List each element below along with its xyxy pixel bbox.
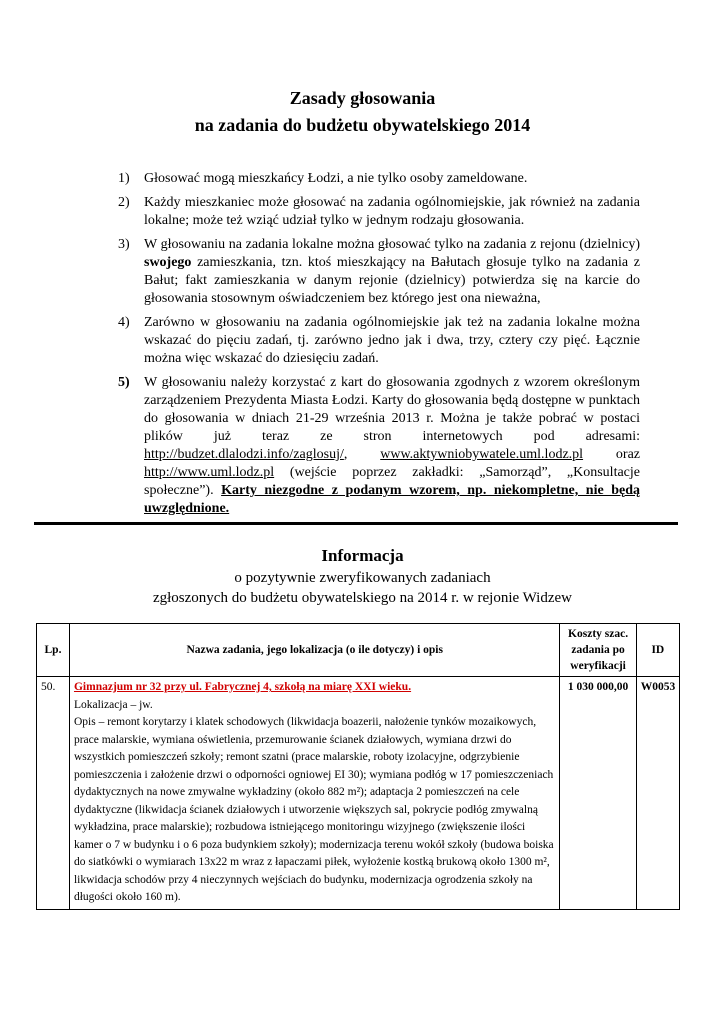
cell-id: W0053	[636, 677, 679, 910]
rule-number: 3)	[118, 237, 130, 252]
rule-item	[118, 170, 640, 188]
rule-text: Głosować mogą mieszkańcy Łodzi, a nie tylko osoby zameldowane.	[144, 171, 528, 186]
table-row	[37, 677, 680, 910]
rule-warning: Karty niezgodne z podanym wzorem, np. niekompletne, nie będą uwzględnione.	[144, 483, 640, 516]
task-name: Gimnazjum nr 32 przy ul. Fabrycznej 4, szkołą na miarę XXI wieku.	[73, 681, 412, 693]
cell-cost: 1 030 000,00	[560, 677, 636, 910]
task-location: Lokalizacja – jw.	[73, 698, 153, 711]
info-title: Informacja	[321, 546, 404, 565]
rule-text: ,	[343, 447, 381, 462]
header-cost: Koszty szac. zadania po weryfikacji	[560, 624, 636, 677]
link-uml-lodz[interactable]: http://www.uml.lodz.pl	[144, 465, 275, 480]
task-description: Opis – remont korytarzy i klatek schodowych (likwidacja boazerii, nałożenie tynków mozaikowych, prace malarskie, wymiana oświetlenia, przemurowanie ścianek działowych, wymiana drzwi do wszystkich pomieszczeń szkoły; remont szatni (prace malarskie, roboty izolacyjne, odgrzybienie pomieszczenia i założenie drzwi o odporności ogniowej EI 30); wymiana podłóg w 17 pomieszczeniach dydaktycznych na nowe zmywalne wykładziny (około 882 m²); adaptacja 2 pomieszczeń na cele dydaktyczne (likwidacja ścianek działowych i utworzenie większych sal, pokrycie podłóg zmywalną wykładzina, prace malarskie); rozbudowa istniejącego monitoringu wizyjnego (zwiększenie ilości kamer o 7 w budynku i o 6 poza budynkiem szkoły); modernizacja terenu wokół szkoły (budowa boiska do siatkówki o wymiarach 13x22 m wraz z łapaczami piłek, wyłożenie kostką brukową około 1300 m², likwidacja schodów przy 4 nieczynnych wejściach do budynku, modernizacja ogrodzenia szkoły na długości około 160 m).	[73, 716, 554, 903]
rule-number: 4)	[118, 315, 130, 330]
cell-lp: 50.	[37, 677, 70, 910]
rule-text: zamieszkania, tzn. ktoś mieszkający na Bałutach głosuje tylko na zadania z Bałut; fakt zamieszkania w danym rejonie (dzielnicy) potwierdza się na karcie do głosowania stosownym oświadczeniem bez którego jest ona nieważna,	[144, 255, 640, 306]
rule-item	[118, 314, 640, 368]
info-subtitle: o pozytywnie zweryfikowanych zadaniach	[234, 570, 491, 586]
tasks-table	[36, 623, 680, 910]
rule-number: 2)	[118, 195, 130, 210]
page-title: Zasady głosowania	[289, 88, 436, 108]
rule-text: Każdy mieszkaniec może głosować na zadania ogólnomiejskie, jak również na zadania lokalne; może też wziąć udział tylko w jednym rodzaju głosowania.	[144, 195, 640, 228]
info-subtitle: zgłoszonych do budżetu obywatelskiego na 2014 r. w rejonie Widzew	[152, 590, 572, 606]
header-name: Nazwa zadania, jego lokalizacja (o ile dotyczy) i opis	[69, 624, 559, 677]
voting-rules-list	[118, 170, 640, 524]
rule-number: 1)	[118, 171, 130, 186]
rule-text: oraz	[583, 447, 641, 462]
rule-text: W głosowaniu należy korzystać z kart do głosowania zgodnych z wzorem określonym zarządzeniem Prezydenta Miasta Łodzi. Karty do głosowania będą dostępne w punktach do głosowania w dniach 21-29 września 2013 r. Można je także pobrać w postaci plików już teraz ze stron internetowych pod adresami:	[144, 375, 640, 444]
header-id: ID	[636, 624, 679, 677]
rule-number: 5)	[118, 375, 130, 390]
link-aktywniobywatele[interactable]: www.aktywniobywatele.uml.lodz.pl	[380, 447, 584, 462]
rule-item	[118, 236, 640, 308]
section-divider	[34, 522, 678, 525]
table-header-row	[37, 624, 680, 677]
page-subtitle: na zadania do budżetu obywatelskiego 2014	[194, 115, 531, 135]
cell-name	[69, 677, 559, 910]
rule-text: W głosowaniu na zadania lokalne można głosować tylko na zadania z rejonu (dzielnicy)	[144, 237, 640, 252]
header-lp: Lp.	[37, 624, 70, 677]
rule-item	[118, 374, 640, 518]
rule-item	[118, 194, 640, 230]
rule-text: Zarówno w głosowaniu na zadania ogólnomiejskie jak też na zadania lokalne można wskazać do pięciu zadań, tj. zarówno jedno jak i dwa, trzy, cztery czy pięć. Łącznie można więc wskazać do dziesięciu zadań.	[144, 315, 640, 366]
rule-emphasis: swojego	[144, 255, 192, 270]
rule-text: (wejście poprzez zakładki: „Samorząd”, „Konsultacje społeczne”).	[144, 465, 640, 498]
link-budzet-dlalodzi[interactable]: http://budzet.dlalodzi.info/zaglosuj/	[144, 447, 344, 462]
